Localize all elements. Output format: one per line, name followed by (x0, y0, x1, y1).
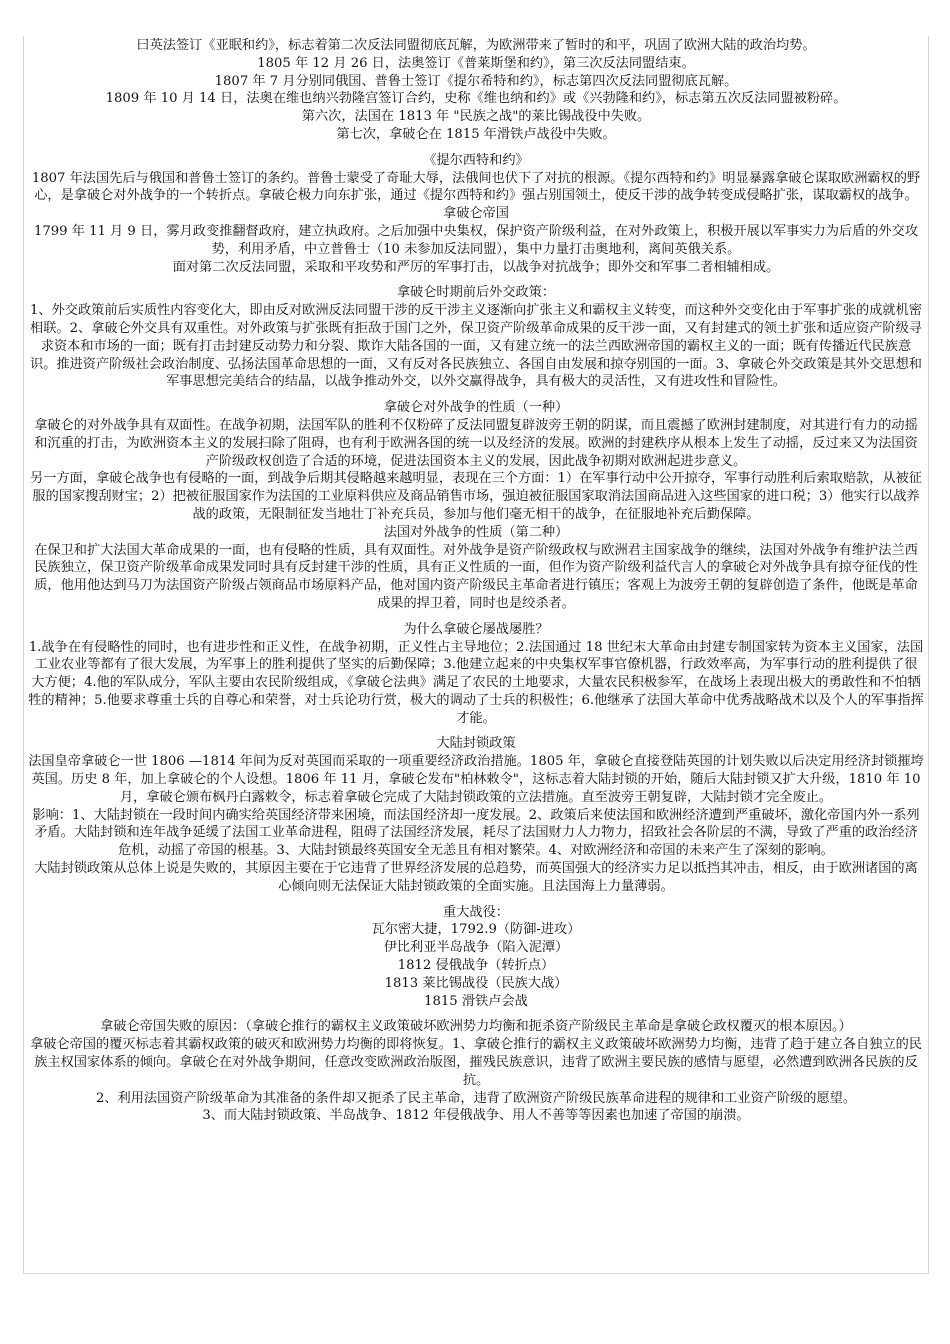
battles-section (28, 904, 924, 1011)
section-title: 拿破仑帝国失败的原因：（拿破仑推行的霸权主义政策破坏欧洲势力均衡和扼杀资产阶级民主革命是拿破仑政权覆灭的根本原因。） (100, 1019, 852, 1035)
section-title: 拿破仑时期前后外交政策： (396, 285, 556, 301)
intro-line: 曰英法签订《亚眠和约》，标志着第二次反法同盟彻底瓦解，为欧洲带来了暂时的和平，巩固了欧洲大陆的政治均势。 (136, 38, 816, 53)
section-title: 拿破仑对外战争的性质（一种） (383, 400, 569, 416)
section-title: 大陆封锁政策 (436, 736, 516, 752)
empire-section (28, 205, 924, 276)
battle-item: 1813 莱比锡战役（民族大战） (384, 975, 568, 991)
section-paragraph: 拿破仑帝国的覆灭标志着其霸权政策的破灭和欧洲势力均衡的即将恢复。1、拿破仑推行的霸权主义政策破坏欧洲势力均衡，违背了趋于建立各自独立的民族主权国家体系的倾向。拿破仑在对外战争期间，任意改变欧洲政治版图，摧残民族意识，违背了欧洲主要民族的感情与愿望，必然遭到欧洲各民族的反抗。 (30, 1037, 922, 1088)
section-paragraph: 影响：1、大陆封锁在一段时间内确实给英国经济带来困境，而法国经济却一度发展。2、政策后来使法国和欧洲经济遭到严重破坏，激化帝国内外一系列矛盾。大陆封锁和连年战争延缓了法国工业革命进程，阻碍了法国经济发展，耗尽了法国财力人力物力，招致社会各阶层的不满，导致了严重的政治经济危机，动摇了帝国的根基。3、大陆封锁最终英国安全无恙且有相对繁荣。4、对欧洲经济和帝国的未来产生了深刻的影响。 (32, 807, 920, 859)
section-paragraph: 在保卫和扩大法国大革命成果的一面，也有侵略的性质，具有双面性。对外战争是资产阶级政权与欧洲君主国家战争的继续，法国对外战争有维护法兰西民族独立，保卫资产阶级革命成果发同时具有反封建干涉的性质，具有正义性质的一面，但作为资产阶级利益代言人的拿破仑对外战争具有掠夺征伐的性质，他用他达到马刀为法国资产阶级占领商品市场原料产品，他对国内资产阶级民主革命者进行镇压；客观上为波旁王朝的复辟创造了条件，他既是革命成果的捍卫着，同时也是绞杀者。 (34, 542, 918, 611)
intro-line: 第七次，拿破仑在 1815 年滑铁卢战役中失败。 (336, 126, 616, 142)
battle-item: 瓦尔密大捷，1792.9（防御-进攻） (371, 922, 581, 938)
intro-section (28, 37, 924, 144)
blockade-section (28, 735, 924, 895)
section-paragraph: 大陆封锁政策从总体上说是失败的，其原因主要在于它违背了世界经济发展的总趋势，而英国强大的经济实力足以抵挡其冲击，相反，由于欧洲诸国的离心倾向则无法保证大陆封锁政策的全面实施。且法国海上力量薄弱。 (34, 861, 918, 894)
intro-line: 1807 年 7 月分别同俄国、普鲁士签订《提尔希特和约》，标志第四次反法同盟彻底瓦解。 (214, 73, 738, 89)
section-paragraph: 面对第二次反法同盟，采取和平攻势和严厉的军事打击，以战争对抗战争；即外交和军事二者相辅相成。 (172, 259, 780, 275)
section-paragraph: 1.战争在有侵略性的同时，也有进步性和正义性，在战争初期，正义性占主导地位；2.法国通过 18 世纪末大革命由封建专制国家转为资本主义国家，法国工业农业等都有了很大发展，为军事上的胜利提供了坚实的后勤保障；3.他建立起来的中央集权军事官僚机器，行政效率高，为军事行动的胜利提供了很大方便；4.他的军队成分，军队主要由农民阶级组成，《拿破仑法典》满足了农民的土地要求，大量农民积极参军，在战场上表现出极大的勇敢性和不怕牺牲的精神；5.他要求尊重士兵的自尊心和荣誉，对士兵论功行赏，极大的调动了士兵的积极性；6.他继承了法国大革命中优秀战略战术以及个人的军事指挥才能。 (28, 639, 924, 726)
section-paragraph: 1799 年 11 月 9 日，雾月政变推翻督政府，建立执政府。之后加强中央集权，保护资产阶级利益，在对外政策上，积极开展以军事实力为后盾的外交攻势，利用矛盾，中立普鲁士（10 未参加反法同盟），集中力量打击奥地利，离间英俄关系。 (33, 223, 919, 257)
document-body (28, 37, 924, 1125)
tilsit-section (28, 152, 924, 205)
failure-section (28, 1018, 924, 1125)
section-paragraph: 1807 年法国先后与俄国和普鲁士签订的条约。普鲁士蒙受了奇耻大辱，法俄间也伏下了对抗的根源。《提尔西特和约》明显暴露拿破仑谋取欧洲霸权的野心，是拿破仑对外战争的一个转折点。拿破仑极力向东扩张，通过《提尔西特和约》强占别国领土，使反干涉的战争转变成侵略扩张，谋取霸权的战争。 (31, 170, 921, 204)
section-paragraph: 2、利用法国资产阶级革命为其准备的条件却又扼杀了民主革命，违背了欧洲资产阶级民族革命进程的规律和工业资产阶级的愿望。 (95, 1090, 857, 1106)
section-paragraph: 另一方面，拿破仑战争也有侵略的一面，到战争后期其侵略越来越明显，表现在三个方面：1）在军事行动中公开掠夺，军事行动胜利后索取赔款，从被征服的国家搜刮财宝；2）把被征服国家作为法国的工业原料供应及商品销售市场，强迫被征服国家取消法国商品进入这些国家的进口税；3）他实行以战养战的政策，无限制征发当地壮丁补充兵员，参加与他们毫无相干的战争，在征服地补充后勤保障。 (30, 471, 922, 522)
section-title: 拿破仑帝国 (443, 206, 509, 222)
section-paragraph: 3、而大陆封锁政策、半岛战争、1812 年侵俄战争、用人不善等等因素也加速了帝国的崩溃。 (202, 1108, 750, 1124)
section-title: 为什么拿破仑屡战屡胜？ (403, 621, 549, 637)
intro-line: 第六次，法国在 1813 年 "民族之战"的莱比锡战役中失败。 (301, 109, 651, 125)
section-title: 《提尔西特和约》 (423, 152, 529, 168)
intro-line: 1805 年 12 月 26 日，法奥签订《普莱斯堡和约》，第三次反法同盟结束。 (257, 55, 695, 71)
battle-item: 1815 滑铁卢会战 (424, 993, 528, 1009)
diplomacy-section (28, 284, 924, 391)
section-title: 法国对外战争的性质（第二种） (383, 524, 569, 540)
battle-item: 伊比利亚半岛战争（陷入泥潭） (383, 940, 569, 956)
war-nature-two-section (28, 524, 924, 613)
section-paragraph: 拿破仑的对外战争具有双面性。在战争初期，法国军队的胜利不仅粉碎了反法同盟复辟波旁王朝的阴谋，而且震撼了欧洲封建制度，对其进行有力的动摇和沉重的打击，为欧洲资本主义的发展扫除了阻碍，也有利于欧洲各国的统一以及经济的发展。欧洲的封建秩序从根本上发生了动摇，反过来又为法国资产阶级政权创造了合适的环境，促进法国资本主义的发展，因此战争初期对欧洲起进步意义。 (34, 417, 918, 469)
section-paragraph: 1、外交政策前后实质性内容变化大，即由反对欧洲反法同盟干涉的反干涉主义逐渐向扩张主义和霸权主义转变，而这种外交变化由于军事扩张的成就机密相联。2、拿破仑外交具有双重性。对外政策与扩张既有拒敌于国门之外，保卫资产阶级革命成果的反干涉一面，又有封建式的领土扩张和适应资产阶级寻求资本和市场的一面；既有打击封建反动势力和分裂、欺诈大陆各国的一面，又有建立统一的法兰西欧洲帝国的霸权主义的一面；既有传播近代民族意识。推进资产阶级社会政治制度、弘扬法国革命思想的一面，又有反对各民族独立、各国自由发展和掠夺别国的一面。3、拿破仑外交政策是其外交思想和军事思想完美结合的结晶，以战争推动外交，以外交赢得战争，具有极大的灵活性，又有进攻性和冒险性。 (30, 303, 922, 390)
war-nature-one-section (28, 399, 924, 524)
intro-line: 1809 年 10 月 14 日，法奥在维也纳兴勃隆宫签订合约，史称《维也纳和约》或《兴勃隆和约》，标志第五次反法同盟被粉碎。 (105, 91, 847, 107)
section-title: 重大战役： (443, 904, 509, 920)
battle-item: 1812 侵俄战争（转折点） (397, 958, 555, 974)
victories-section (28, 621, 924, 728)
section-paragraph: 法国皇帝拿破仑一世 1806 —1814 年间为反对英国而采取的一项重要经济政治措施。1805 年，拿破仑直接登陆英国的计划失败以后决定用经济封锁摧垮英国。历史 8 年，加上拿破仑的个人设想。1806 年 11 月，拿破仑发布"柏林敕令"，这标志着大陆封锁的开始，随后大陆封锁又扩大升级，1810 年 10 月，拿破仑颁布枫丹白露敕令，标志着拿破仑完成了大陆封锁政策的立法措施。直至波旁王朝复辟，大陆封锁才完全废止。 (28, 754, 924, 805)
